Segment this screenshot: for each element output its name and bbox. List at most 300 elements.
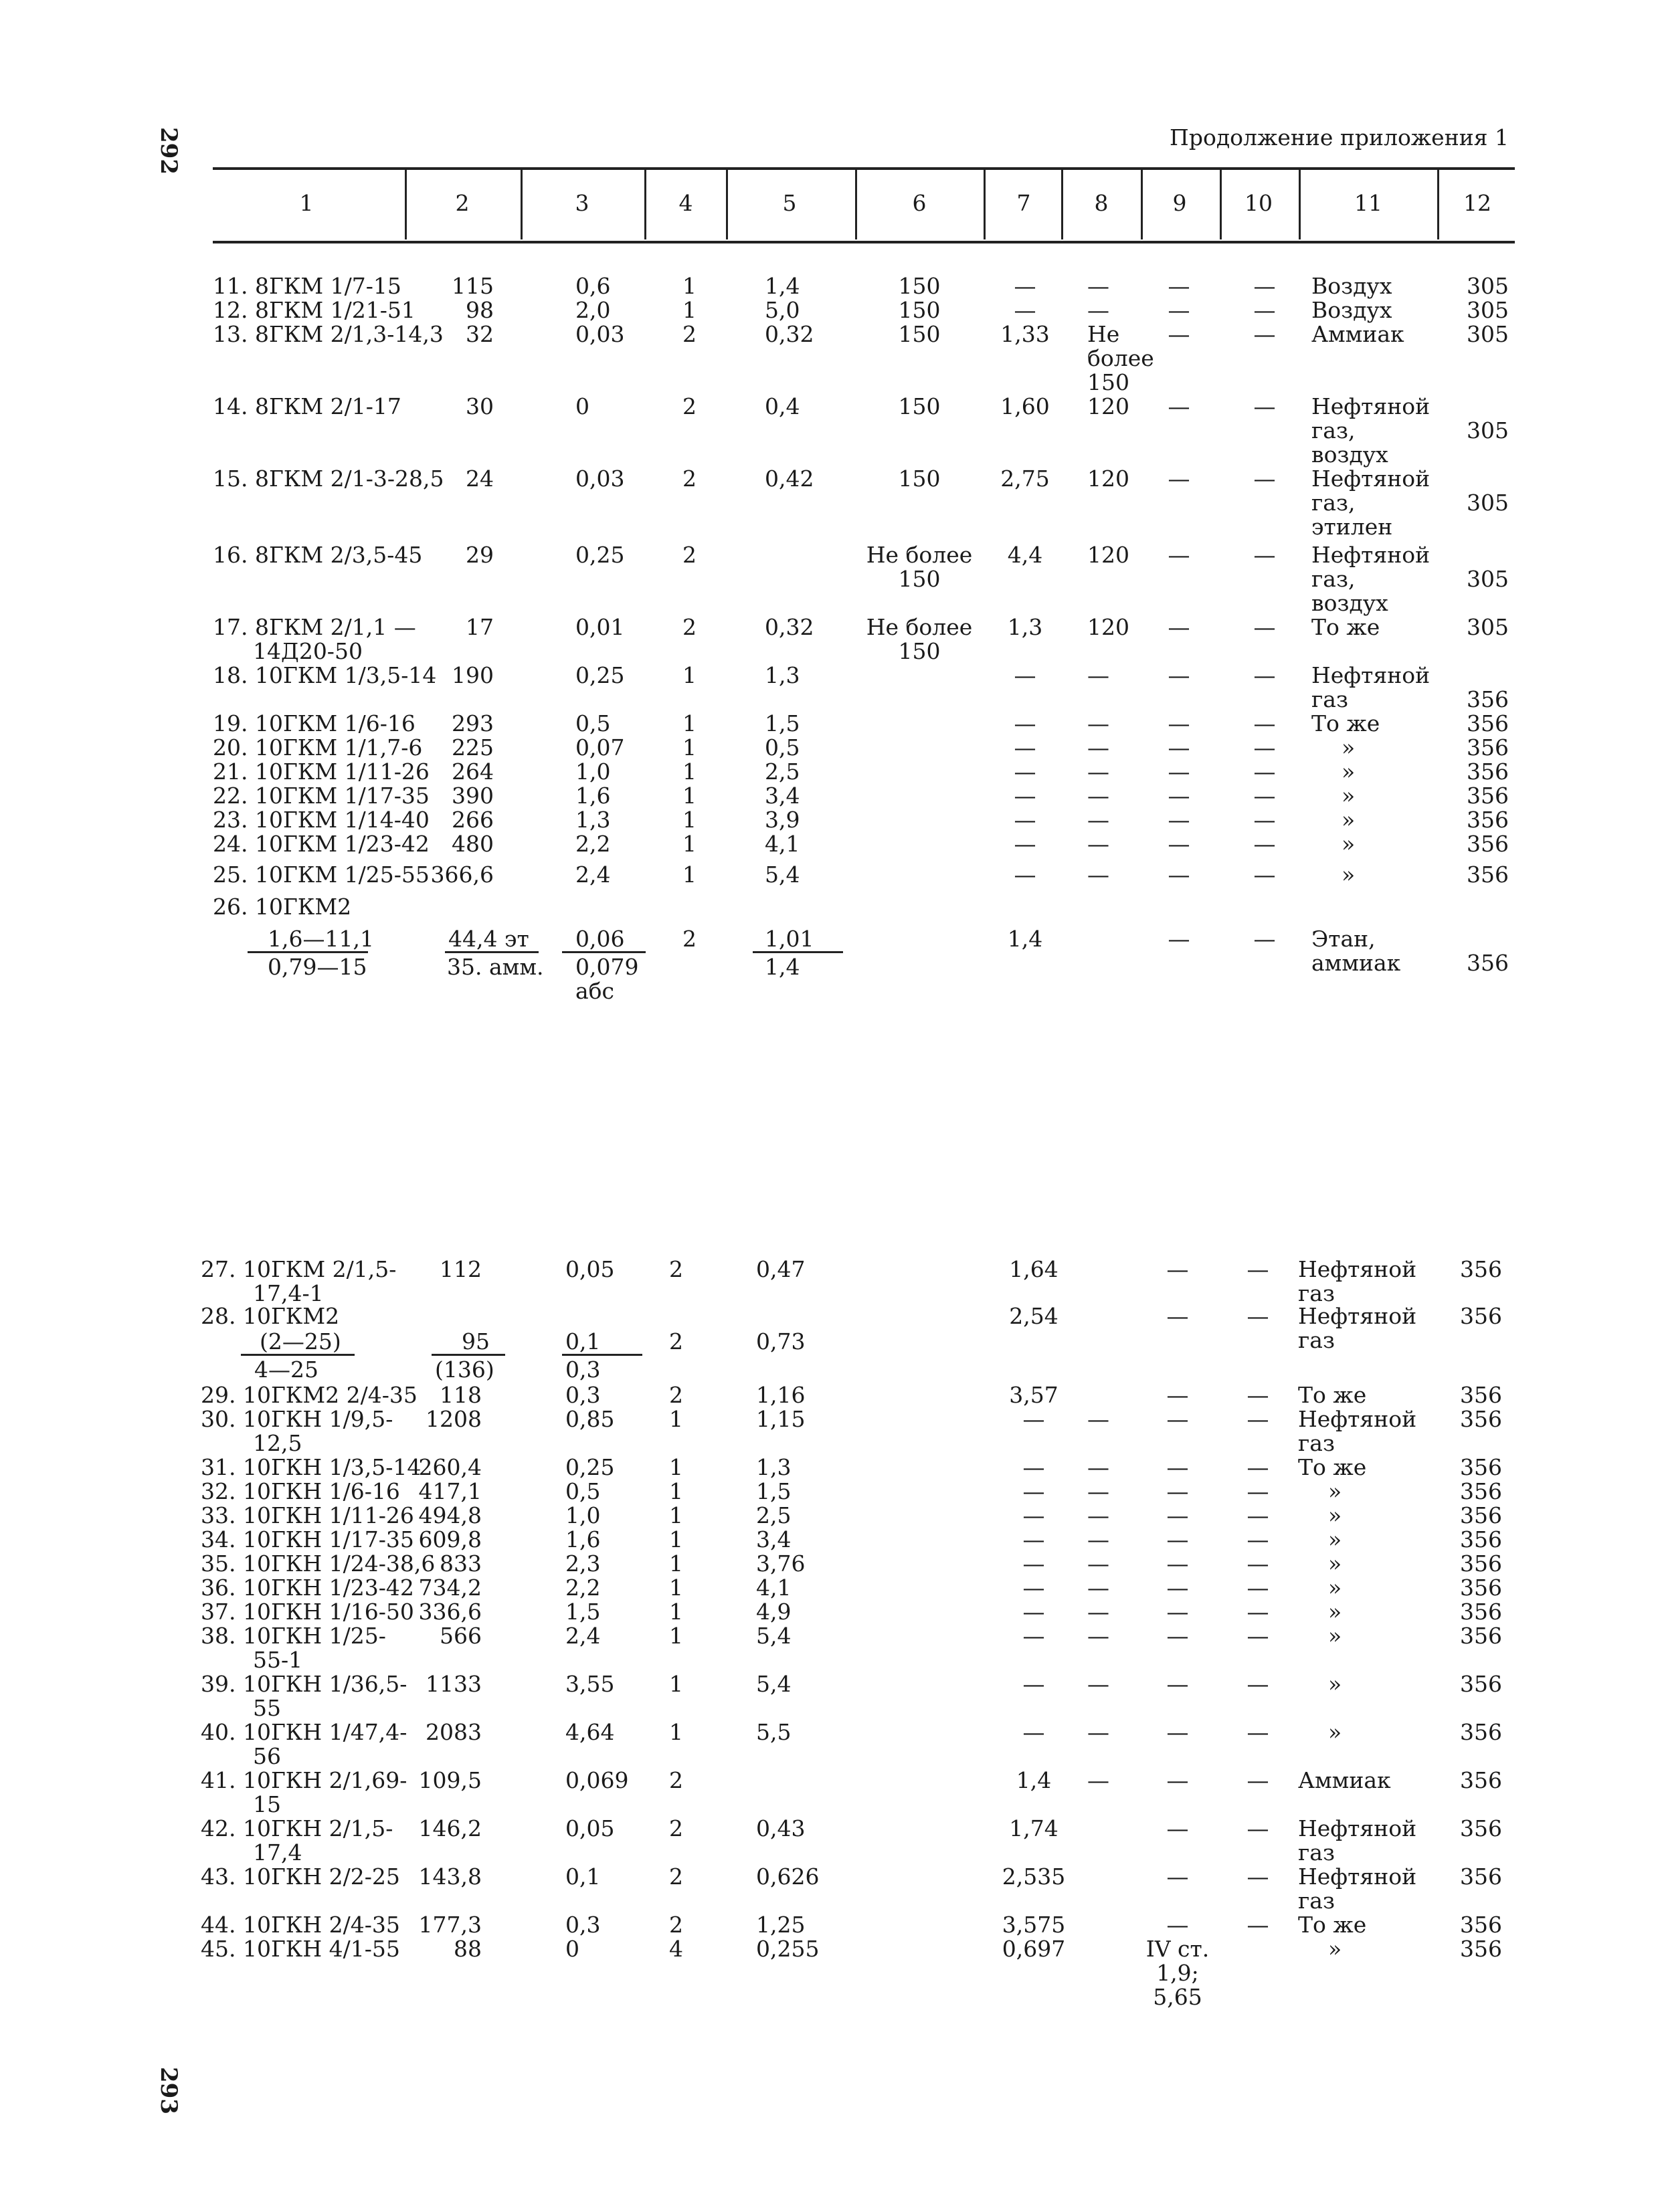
cell-col5: 1,25 [756, 1912, 806, 1938]
cell-col4: 2 [669, 1864, 683, 1890]
cell-col3: 0,1 [565, 1864, 601, 1890]
cell-col12: 356 [1460, 1406, 1502, 1432]
cell-col3: 1,0 [565, 1502, 601, 1528]
cell-col12: 356 [1460, 1478, 1502, 1504]
cell-col2: 293 [452, 710, 494, 736]
cell-col3: 1,3 [575, 807, 611, 833]
item-name: 42. 10ГКН 2/1,5- [201, 1815, 393, 1841]
cell-col7: — [1022, 1406, 1045, 1432]
cell-col12: 305 [1467, 417, 1509, 443]
cell-col12: 356 [1460, 1502, 1502, 1528]
cell-col7: — [1014, 297, 1036, 323]
header-cell-6: 6 [912, 190, 927, 216]
cell-col12: 356 [1460, 1382, 1502, 1408]
fraction-bar [241, 1354, 355, 1356]
fraction-denominator: 4—25 [254, 1356, 318, 1383]
cell-col3: 0,07 [575, 734, 625, 761]
item-name-cont: 56 [253, 1743, 281, 1769]
cell-col6: 150 [898, 321, 941, 347]
cell-col4: 4 [669, 1936, 683, 1962]
cell-col4: 2 [682, 926, 697, 952]
cell-col4: 1 [682, 862, 697, 888]
cell-col5: 2,5 [756, 1502, 792, 1528]
cell-col8: — [1087, 1623, 1109, 1649]
fraction-denominator: 0,79—15 [268, 954, 367, 980]
cell-col2: 190 [452, 662, 494, 688]
cell-col8: — [1087, 1526, 1109, 1552]
cell-col2: 2083 [426, 1719, 482, 1745]
cell-col5: 4,1 [765, 831, 800, 857]
cell-col3: 0,06 [575, 926, 625, 952]
item-name: 14. 8ГКМ 2/1-17 [213, 393, 401, 419]
cell-col11: То же [1311, 710, 1380, 736]
cell-col8: — [1087, 1767, 1109, 1793]
cell-col9: — [1166, 1303, 1189, 1329]
cell-col4: 1 [682, 297, 697, 323]
item-name: 20. 10ГКМ 1/1,7-6 [213, 734, 423, 761]
item-name: 13. 8ГКМ 2/1,3-14,3 [213, 321, 444, 347]
cell-col5: 5,5 [756, 1719, 792, 1745]
cell-col12: 305 [1467, 273, 1509, 299]
cell-col9: IV ст. [1145, 1936, 1210, 1962]
cell-col10: — [1247, 1599, 1269, 1625]
cell-col3: 2,4 [565, 1623, 601, 1649]
cell-col2: 44,4 эт [448, 926, 529, 952]
cell-col4: 1 [669, 1671, 683, 1697]
cell-col10: — [1253, 734, 1276, 761]
cell-col5: 1,4 [765, 954, 800, 980]
cell-col2: 35. амм. [447, 954, 544, 980]
cell-col9: — [1168, 662, 1190, 688]
cell-col11: Аммиак [1298, 1767, 1391, 1793]
cell-col4: 1 [669, 1719, 683, 1745]
item-name: 41. 10ГКН 2/1,69- [201, 1767, 407, 1793]
cell-col7: — [1022, 1502, 1045, 1528]
cell-col9: — [1166, 1599, 1189, 1625]
cell-col11: Этан, [1311, 926, 1376, 952]
cell-col4: 2 [682, 614, 697, 640]
cell-col2: 734,2 [418, 1575, 482, 1601]
cell-col11: воздух [1311, 441, 1388, 468]
cell-col11: » [1342, 734, 1356, 761]
cell-col8: — [1087, 1671, 1109, 1697]
cell-col11: газ, [1311, 566, 1356, 592]
cell-col10: — [1247, 1671, 1269, 1697]
fraction-numerator: (2—25) [260, 1328, 341, 1354]
cell-col12: 356 [1467, 759, 1509, 785]
cell-col4: 1 [682, 783, 697, 809]
cell-col7: 1,4 [1007, 926, 1043, 952]
cell-col2: 609,8 [418, 1526, 482, 1552]
cell-col5: 0,73 [756, 1328, 806, 1354]
cell-col3: 0,079 [575, 954, 639, 980]
cell-col3: 0,01 [575, 614, 625, 640]
cell-col4: 1 [682, 662, 697, 688]
cell-col9: — [1166, 1767, 1189, 1793]
cell-col7: 1,3 [1007, 614, 1043, 640]
cell-col12: 356 [1460, 1454, 1502, 1480]
cell-col12: 356 [1460, 1815, 1502, 1841]
cell-col10: — [1247, 1767, 1269, 1793]
cell-col11: Нефтяной [1311, 542, 1431, 568]
item-name: 18. 10ГКМ 1/3,5-14 [213, 662, 437, 688]
cell-col10: — [1253, 273, 1276, 299]
cell-col9: — [1168, 614, 1190, 640]
cell-col5: 1,5 [756, 1478, 792, 1504]
cell-col10: — [1253, 862, 1276, 888]
cell-col10: — [1247, 1623, 1269, 1649]
cell-col2: 417,1 [418, 1478, 482, 1504]
item-name: 19. 10ГКМ 1/6-16 [213, 710, 416, 736]
cell-col5: 0,32 [765, 321, 814, 347]
cell-col11: Нефтяной [1311, 393, 1431, 419]
item-name: 16. 8ГКМ 2/3,5-45 [213, 542, 423, 568]
cell-col3: 0,03 [575, 466, 625, 492]
item-name-cont: 55 [253, 1695, 281, 1721]
cell-col5: 3,4 [765, 783, 800, 809]
cell-col11: газ [1298, 1430, 1335, 1456]
cell-col8: — [1087, 759, 1109, 785]
cell-col7: — [1022, 1599, 1045, 1625]
cell-col7: 2,54 [1009, 1303, 1058, 1329]
cell-col7: 4,4 [1007, 542, 1043, 568]
cell-col8: — [1087, 1719, 1109, 1745]
cell-col3: 0,3 [565, 1382, 601, 1408]
cell-col8: — [1087, 1599, 1109, 1625]
cell-col3: 2,3 [565, 1550, 601, 1577]
cell-col7: — [1014, 783, 1036, 809]
cell-col12: 356 [1467, 862, 1509, 888]
cell-col11: » [1328, 1623, 1342, 1649]
cell-col12: 356 [1460, 1767, 1502, 1793]
cell-col3: 0,05 [565, 1256, 615, 1282]
cell-col10: — [1253, 393, 1276, 419]
cell-col12: 356 [1467, 807, 1509, 833]
cell-col4: 1 [669, 1406, 683, 1432]
cell-col5: 5,4 [765, 862, 800, 888]
cell-col4: 1 [669, 1526, 683, 1552]
cell-col6: 150 [898, 393, 941, 419]
item-name: 28. 10ГКМ2 [201, 1303, 340, 1329]
fraction-numerator: 1,6—11,1 [268, 926, 374, 952]
cell-col9: — [1166, 1256, 1189, 1282]
cell-col3: 0 [575, 393, 589, 419]
header-rule-bottom [213, 241, 1515, 243]
cell-col9: — [1168, 734, 1190, 761]
cell-col9: — [1166, 1406, 1189, 1432]
cell-col2: 115 [452, 273, 494, 299]
cell-col9: — [1166, 1671, 1189, 1697]
cell-col4: 1 [682, 831, 697, 857]
header-cell-4: 4 [678, 190, 693, 216]
header-cell-12: 12 [1463, 190, 1491, 216]
cell-col8: 150 [1087, 369, 1129, 395]
cell-col11: Нефтяной [1298, 1815, 1417, 1841]
cell-col8: — [1087, 734, 1109, 761]
cell-col12: 356 [1460, 1256, 1502, 1282]
cell-col9: — [1166, 1575, 1189, 1601]
cell-col11: » [1328, 1526, 1342, 1552]
cell-col12: 356 [1460, 1623, 1502, 1649]
cell-col7: 1,64 [1009, 1256, 1058, 1282]
cell-col6: Не более [866, 614, 973, 640]
cell-col5: 5,0 [765, 297, 800, 323]
cell-col7: — [1014, 710, 1036, 736]
cell-col2: 390 [452, 783, 494, 809]
fraction-bar [445, 951, 539, 953]
cell-col3: 4,64 [565, 1719, 615, 1745]
cell-col2: 95 [462, 1328, 490, 1354]
header-column-divider [726, 170, 728, 239]
cell-col12: 356 [1467, 734, 1509, 761]
cell-col8: — [1087, 1454, 1109, 1480]
cell-col3: 0,5 [575, 710, 611, 736]
cell-col8: 120 [1087, 542, 1129, 568]
cell-col5: 5,4 [756, 1671, 792, 1697]
item-name-cont: 12,5 [253, 1430, 302, 1456]
page-number-left: 292 [155, 127, 182, 175]
item-name: 30. 10ГКН 1/9,5- [201, 1406, 393, 1432]
cell-col4: 2 [669, 1912, 683, 1938]
cell-col4: 1 [682, 710, 697, 736]
item-name: 37. 10ГКН 1/16-50 [201, 1599, 414, 1625]
cell-col5: 1,16 [756, 1382, 806, 1408]
header-column-divider [984, 170, 986, 239]
cell-col8: — [1087, 1502, 1109, 1528]
cell-col11: Воздух [1311, 273, 1392, 299]
header-cell-9: 9 [1172, 190, 1187, 216]
cell-col10: — [1247, 1502, 1269, 1528]
cell-col5: 1,01 [765, 926, 814, 952]
cell-col4: 1 [682, 807, 697, 833]
cell-col4: 2 [682, 466, 697, 492]
cell-col2: 225 [452, 734, 494, 761]
header-column-divider [855, 170, 857, 239]
cell-col5: 0,47 [756, 1256, 806, 1282]
cell-col10: — [1247, 1575, 1269, 1601]
cell-col5: 5,4 [756, 1623, 792, 1649]
cell-col4: 1 [669, 1550, 683, 1577]
header-cell-5: 5 [782, 190, 797, 216]
cell-col12: 356 [1467, 783, 1509, 809]
cell-col8: — [1087, 831, 1109, 857]
cell-col9: — [1166, 1864, 1189, 1890]
header-cell-2: 2 [455, 190, 470, 216]
item-name: 15. 8ГКМ 2/1-3-28,5 [213, 466, 444, 492]
cell-col8: — [1087, 297, 1109, 323]
cell-col11: » [1342, 831, 1356, 857]
cell-col5: 4,1 [756, 1575, 792, 1601]
cell-col12: 356 [1460, 1864, 1502, 1890]
cell-col3: абс [575, 978, 615, 1004]
cell-col4: 1 [682, 734, 697, 761]
cell-col10: — [1247, 1454, 1269, 1480]
cell-col10: — [1253, 783, 1276, 809]
cell-col7: — [1014, 831, 1036, 857]
cell-col7: — [1014, 662, 1036, 688]
item-name: 17. 8ГКМ 2/1,1 — [213, 614, 416, 640]
item-name: 21. 10ГКМ 1/11-26 [213, 759, 430, 785]
cell-col9: — [1166, 1719, 1189, 1745]
cell-col4: 2 [669, 1815, 683, 1841]
cell-col8: 120 [1087, 393, 1129, 419]
cell-col7: 1,33 [1000, 321, 1050, 347]
cell-col8: — [1087, 862, 1109, 888]
cell-col9: — [1166, 1454, 1189, 1480]
cell-col11: Нефтяной [1298, 1406, 1417, 1432]
cell-col9: — [1168, 807, 1190, 833]
cell-col2: 264 [452, 759, 494, 785]
header-column-divider [1299, 170, 1301, 239]
cell-col4: 1 [669, 1623, 683, 1649]
cell-col8: — [1087, 807, 1109, 833]
cell-col3: 0,25 [565, 1454, 615, 1480]
cell-col5: 1,3 [765, 662, 800, 688]
cell-col4: 2 [669, 1767, 683, 1793]
cell-col11: газ [1298, 1280, 1335, 1306]
cell-col11: » [1342, 759, 1356, 785]
cell-col10: — [1247, 1256, 1269, 1282]
item-name: 35. 10ГКН 1/24-38,6 [201, 1550, 436, 1577]
cell-col11: » [1328, 1936, 1342, 1962]
cell-col11: » [1342, 807, 1356, 833]
cell-col8: более [1087, 345, 1154, 371]
fraction-bar [753, 951, 843, 953]
cell-col7: — [1022, 1719, 1045, 1745]
cell-col9: — [1166, 1478, 1189, 1504]
cell-col4: 2 [669, 1256, 683, 1282]
header-cell-8: 8 [1094, 190, 1109, 216]
cell-col5: 2,5 [765, 759, 800, 785]
cell-col9: — [1166, 1502, 1189, 1528]
cell-col10: — [1247, 1382, 1269, 1408]
cell-col2: 336,6 [418, 1599, 482, 1625]
cell-col3: 2,2 [565, 1575, 601, 1601]
cell-col3: 0,85 [565, 1406, 615, 1432]
cell-col3: 0,03 [575, 321, 625, 347]
cell-col7: — [1022, 1550, 1045, 1577]
cell-col11: Нефтяной [1311, 466, 1431, 492]
cell-col9: — [1166, 1912, 1189, 1938]
item-name-cont: 17,4-1 [253, 1280, 324, 1306]
cell-col3: 0,1 [565, 1328, 601, 1354]
fraction-bar [562, 1354, 642, 1356]
cell-col2: 146,2 [418, 1815, 482, 1841]
cell-col11: газ, [1311, 417, 1356, 443]
cell-col8: — [1087, 662, 1109, 688]
cell-col11: аммиак [1311, 950, 1401, 976]
cell-col9: — [1166, 1815, 1189, 1841]
cell-col5: 0,255 [756, 1936, 820, 1962]
cell-col10: — [1253, 321, 1276, 347]
item-name: 25. 10ГКМ 1/25-55 [213, 862, 430, 888]
cell-col11: » [1342, 862, 1356, 888]
cell-col8: — [1087, 1406, 1109, 1432]
item-name-cont: 55-1 [253, 1647, 303, 1673]
cell-col4: 1 [682, 273, 697, 299]
cell-col9: 5,65 [1153, 1984, 1202, 2010]
cell-col3: 2,0 [575, 297, 611, 323]
cell-col3: 1,6 [565, 1526, 601, 1552]
cell-col10: — [1253, 466, 1276, 492]
cell-col6: 150 [898, 273, 941, 299]
cell-col10: — [1253, 297, 1276, 323]
item-name: 38. 10ГКН 1/25- [201, 1623, 386, 1649]
cell-col11: Нефтяной [1298, 1864, 1417, 1890]
item-name: 23. 10ГКМ 1/14-40 [213, 807, 430, 833]
cell-col5: 4,9 [756, 1599, 792, 1625]
cell-col4: 1 [669, 1502, 683, 1528]
cell-col8: — [1087, 710, 1109, 736]
cell-col12: 356 [1467, 831, 1509, 857]
cell-col8: — [1087, 1550, 1109, 1577]
cell-col11: » [1342, 783, 1356, 809]
cell-col10: — [1253, 926, 1276, 952]
cell-col5: 1,3 [756, 1454, 792, 1480]
header-cell-11: 11 [1354, 190, 1382, 216]
cell-col11: воздух [1311, 590, 1388, 616]
cell-col3: 3,55 [565, 1671, 615, 1697]
item-name: 24. 10ГКМ 1/23-42 [213, 831, 430, 857]
cell-col4: 2 [669, 1382, 683, 1408]
cell-col2: 32 [466, 321, 494, 347]
cell-col2: 1208 [426, 1406, 482, 1432]
cell-col3: 0 [565, 1936, 579, 1962]
cell-col9: — [1168, 862, 1190, 888]
cell-col12: 356 [1460, 1936, 1502, 1962]
cell-col7: 1,60 [1000, 393, 1050, 419]
cell-col9: — [1168, 926, 1190, 952]
cell-col2: 266 [452, 807, 494, 833]
cell-col5: 0,32 [765, 614, 814, 640]
header-column-divider [405, 170, 407, 239]
cell-col9: — [1168, 321, 1190, 347]
header-column-divider [644, 170, 646, 239]
cell-col2: (136) [435, 1356, 494, 1383]
cell-col12: 356 [1460, 1526, 1502, 1552]
header-cell-7: 7 [1016, 190, 1031, 216]
cell-col2: 366,6 [430, 862, 494, 888]
header-cell-3: 3 [575, 190, 589, 216]
cell-col10: — [1253, 807, 1276, 833]
cell-col2: 98 [466, 297, 494, 323]
cell-col4: 2 [682, 542, 697, 568]
cell-col8: — [1087, 273, 1109, 299]
header-rule-top [213, 167, 1515, 170]
cell-col11: газ [1311, 686, 1348, 712]
cell-col4: 2 [682, 393, 697, 419]
cell-col3: 1,5 [565, 1599, 601, 1625]
cell-col12: 356 [1460, 1599, 1502, 1625]
cell-col2: 30 [466, 393, 494, 419]
cell-col3: 2,2 [575, 831, 611, 857]
cell-col11: » [1328, 1599, 1342, 1625]
cell-col12: 356 [1460, 1550, 1502, 1577]
item-name: 40. 10ГКН 1/47,4- [201, 1719, 407, 1745]
cell-col3: 1,0 [575, 759, 611, 785]
cell-col3: 0,3 [565, 1356, 601, 1383]
cell-col2: 112 [440, 1256, 482, 1282]
cell-col7: — [1022, 1671, 1045, 1697]
cell-col5: 0,4 [765, 393, 800, 419]
cell-col5: 1,5 [765, 710, 800, 736]
cell-col11: газ, [1311, 490, 1356, 516]
item-name: 22. 10ГКМ 1/17-35 [213, 783, 430, 809]
cell-col7: — [1022, 1575, 1045, 1601]
item-name: 26. 10ГКМ2 [213, 894, 352, 920]
cell-col3: 2,4 [575, 862, 611, 888]
cell-col4: 2 [682, 321, 697, 347]
